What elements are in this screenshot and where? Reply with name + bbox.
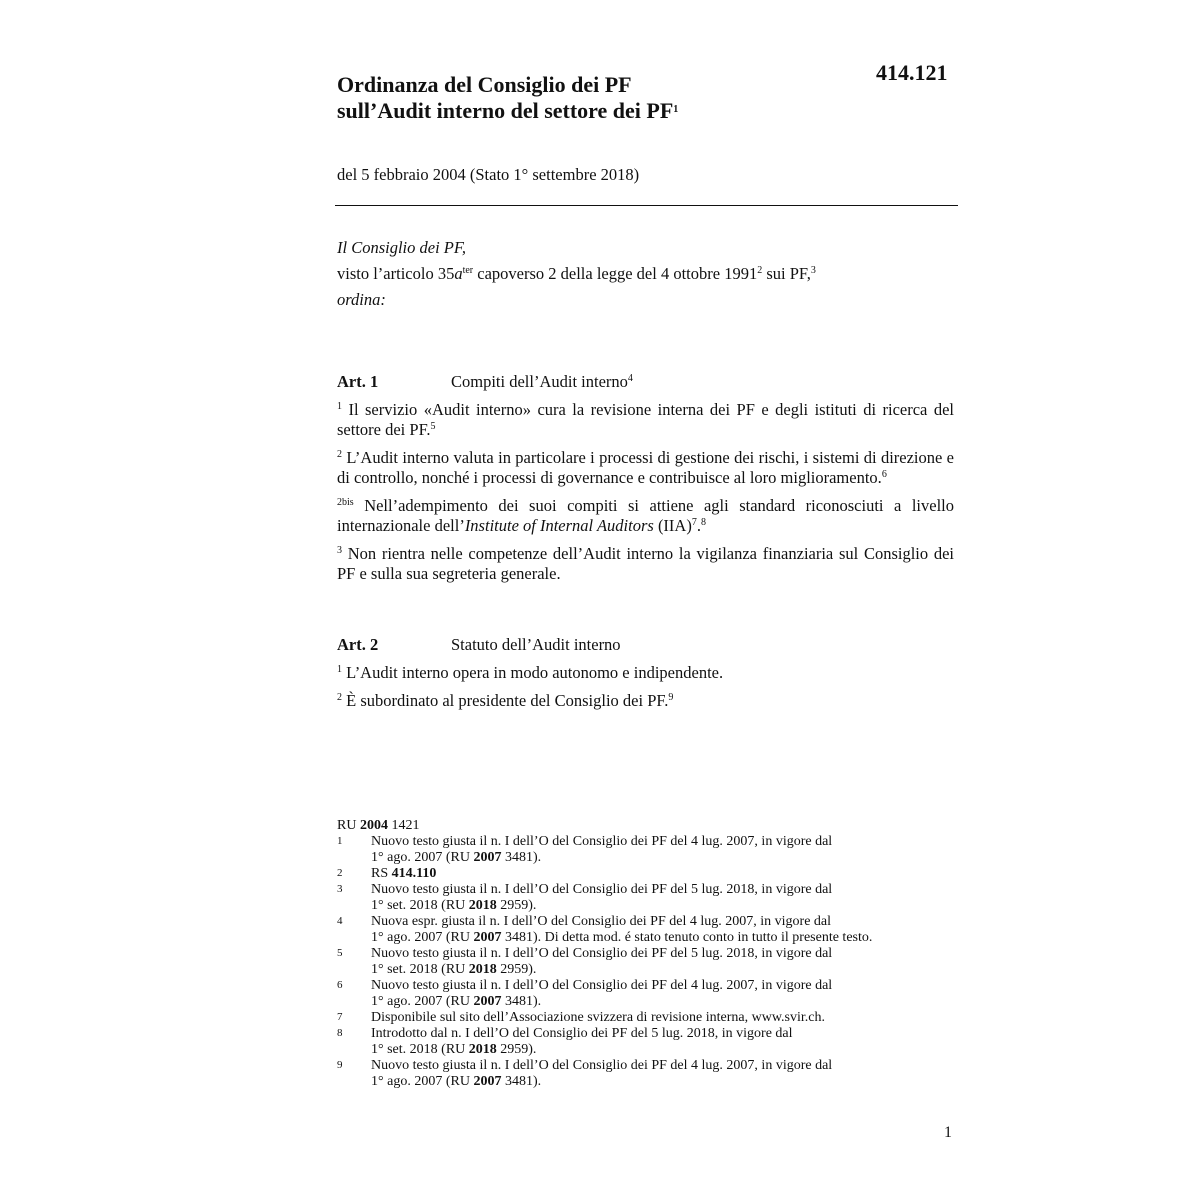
- preamble-basis-b: capoverso 2 della legge del 4 ottobre 1991: [473, 264, 758, 283]
- paragraph: [337, 691, 954, 711]
- footnote: 3 Nuovo testo giusta il n. I dell’O del Consiglio dei PF del 5 lug. 2018, in vigore dal 1° set. 2018 (RU 2018 2959).: [337, 882, 833, 913]
- footnote-number: 2: [337, 867, 343, 879]
- article-heading: [337, 370, 954, 394]
- preamble-basis: [337, 261, 957, 287]
- paragraph-number: 2bis: [337, 497, 354, 508]
- ru-reference: [337, 818, 977, 834]
- preamble-authority: Il Consiglio dei PF,: [337, 238, 466, 257]
- article-heading: [337, 633, 954, 657]
- paragraph-number: 1: [337, 664, 342, 675]
- footnote-ref[interactable]: 1: [673, 104, 679, 115]
- footnote: 5 Nuovo testo giusta il n. I dell’O del Consiglio dei PF del 5 lug. 2018, in vigore dal 1° set. 2018 (RU 2018 2959).: [337, 946, 833, 977]
- footnote: 2 RS 414.110: [337, 866, 437, 881]
- footnote: 1 Nuovo testo giusta il n. I dell’O del Consiglio dei PF del 4 lug. 2007, in vigore dal 1° ago. 2007 (RU 2007 3481).: [337, 834, 833, 865]
- footnote-ref[interactable]: 3: [810, 265, 816, 276]
- paragraph-text: L’Audit interno opera in modo autonomo e indipendente.: [346, 663, 724, 682]
- paragraph-text: .: [696, 516, 701, 535]
- footnote-ref[interactable]: 5: [430, 421, 436, 432]
- paragraph-number: 2: [337, 692, 342, 703]
- paragraph-text: È subordinato al presidente del Consiglio dei PF.: [346, 691, 669, 710]
- ru-page: 1421: [387, 818, 420, 833]
- footnote: 4 Nuova espr. giusta il n. I dell’O del Consiglio dei PF del 4 lug. 2007, in vigore dal 1° ago. 2007 (RU 2007 3481). Di detta mod. é stato tenuto conto in tutto il presente testo.: [337, 914, 873, 945]
- paragraph-text: L’Audit interno valuta in particolare i processi di gestione dei rischi, i sistemi di direzione e di controllo, nonché i processi di governance e contribuisce al loro miglioramento.: [337, 448, 955, 487]
- header-divider: [335, 205, 958, 206]
- preamble-basis-c: sui PF,: [762, 264, 811, 283]
- footnote-number: 7: [337, 1011, 343, 1023]
- preamble: [337, 235, 957, 313]
- paragraph-number: 2: [337, 449, 342, 460]
- footnote-number: 5: [337, 947, 343, 959]
- footnote-number: 6: [337, 979, 343, 991]
- article-title: Compiti dell’Audit interno: [451, 372, 628, 391]
- footnote: 8 Introdotto dal n. I dell’O del Consiglio dei PF del 5 lug. 2018, in vigore dal 1° set. 2018 (RU 2018 2959).: [337, 1026, 793, 1057]
- footnotes: [337, 818, 977, 1090]
- institute-name: Institute of Internal Auditors: [464, 516, 654, 535]
- preamble-decree: ordina:: [337, 290, 386, 309]
- footnote-number: 4: [337, 915, 343, 927]
- preamble-basis-a: visto l’articolo 35: [337, 264, 455, 283]
- paragraph-number: 1: [337, 401, 342, 412]
- title-line-2: [337, 98, 678, 124]
- title-line-2-text: sull’Audit interno del settore dei PF: [337, 98, 674, 123]
- footnote-ref[interactable]: 6: [881, 469, 887, 480]
- footnote: 7 Disponibile sul sito dell’Associazione svizzera di revisione interna, www.svir.ch.: [337, 1010, 825, 1025]
- footnote: 6 Nuovo testo giusta il n. I dell’O del Consiglio dei PF del 4 lug. 2007, in vigore dal 1° ago. 2007 (RU 2007 3481).: [337, 978, 833, 1009]
- footnote-number: 3: [337, 883, 343, 895]
- paragraph-text: Non rientra nelle competenze dell’Audit interno la vigilanza finanziaria sul Consiglio dei PF e sulla sua segreteria generale.: [337, 544, 954, 583]
- footnote-ref[interactable]: 2: [757, 265, 763, 276]
- article-title: Statuto dell’Audit interno: [451, 635, 621, 654]
- footnote-ref[interactable]: 8: [700, 517, 706, 528]
- ru-prefix: RU: [337, 818, 360, 833]
- paragraph: [337, 663, 954, 683]
- document-title: [337, 72, 678, 124]
- footnote-number: 8: [337, 1027, 343, 1039]
- article-1: [337, 370, 954, 584]
- title-line-1: Ordinanza del Consiglio dei PF: [337, 72, 632, 97]
- footnote-number: 9: [337, 1059, 343, 1071]
- footnote-ref[interactable]: 9: [668, 692, 674, 703]
- paragraph: [337, 496, 954, 536]
- preamble-article-sup: ter: [462, 265, 474, 276]
- paragraph-number: 3: [337, 545, 342, 556]
- sr-number: 414.121: [876, 60, 948, 85]
- paragraph: [337, 448, 954, 488]
- paragraph: [337, 544, 954, 584]
- preamble-article-letter: a: [454, 264, 463, 283]
- paragraph: [337, 400, 954, 440]
- footnote: 9 Nuovo testo giusta il n. I dell’O del Consiglio dei PF del 4 lug. 2007, in vigore dal 1° ago. 2007 (RU 2007 3481).: [337, 1058, 833, 1089]
- paragraph-text: Nell’adempimento dei suoi compiti si attiene agli standard riconosciuti a livello internazionale dell’: [337, 496, 955, 535]
- article-number: Art. 1: [337, 372, 379, 391]
- article-2: [337, 633, 954, 711]
- document-date: del 5 febbraio 2004 (Stato 1° settembre 2018): [337, 165, 640, 184]
- footnote-ref[interactable]: 7: [691, 517, 697, 528]
- ru-year: 2004: [359, 818, 388, 833]
- paragraph-text: Il servizio «Audit interno» cura la revisione interna dei PF e degli istituti di ricerca del settore dei PF.: [337, 400, 954, 439]
- footnote-ref[interactable]: 4: [627, 373, 633, 384]
- page-number: 1: [944, 1124, 952, 1141]
- footnote-number: 1: [337, 835, 343, 847]
- paragraph-text: (IIA): [653, 516, 692, 535]
- article-number: Art. 2: [337, 635, 379, 654]
